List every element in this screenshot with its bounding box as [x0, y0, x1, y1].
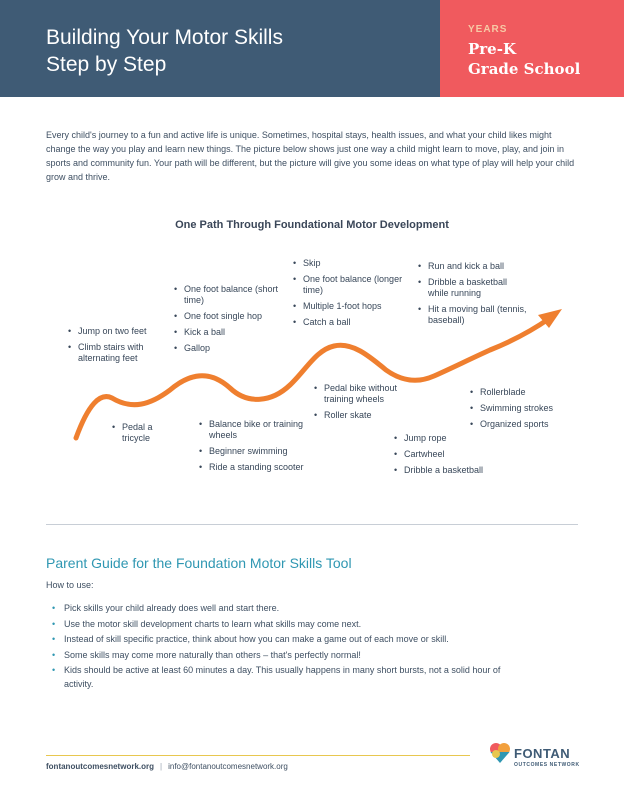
skill-item: • Dribble a basketball while running: [418, 277, 530, 299]
guide-item: • Instead of skill specific practice, think about how you can make a game out of each move or skill.: [52, 632, 572, 646]
skill-item: • Skip: [293, 258, 405, 269]
skill-group-9: [470, 387, 582, 435]
skill-group-1: [68, 326, 160, 369]
guide-item: • Use the motor skill development charts to learn what skills may come next.: [52, 617, 572, 631]
skill-item: • Jump on two feet: [68, 326, 160, 337]
website-link[interactable]: fontanoutcomesnetwork.org: [46, 762, 155, 771]
guide-list: [52, 601, 572, 693]
path-title: One Path Through Foundational Motor Development: [175, 219, 449, 231]
footer-contact: [46, 762, 288, 771]
how-to-label: How to use:: [46, 580, 94, 590]
skill-item: • Multiple 1-foot hops: [293, 301, 405, 312]
skill-item: • One foot balance (longer time): [293, 274, 405, 296]
title-line-1: Building Your Motor Skills: [46, 26, 283, 49]
skill-group-5: [293, 258, 405, 333]
guide-item-text: Kids should be active at least 60 minutes a day. This usually happens in many short bursts, not a solid hour of activity.: [64, 665, 501, 689]
skill-group-2: [112, 422, 182, 449]
guide-item: • Pick skills your child already does well and start there.: [52, 601, 572, 615]
skill-item: • Run and kick a ball: [418, 261, 530, 272]
logo-subtitle: OUTCOMES NETWORK: [514, 762, 580, 768]
skill-item: • Rollerblade: [470, 387, 582, 398]
fontan-logo: [488, 738, 588, 778]
skill-group-6: [314, 383, 404, 426]
skill-group-7: [418, 261, 530, 331]
heart-icon: [488, 741, 512, 765]
skill-item: • Pedal bike without training wheels: [314, 383, 404, 405]
guide-item: • Some skills may come more naturally than others – that's perfectly normal!: [52, 648, 572, 662]
skill-group-3: [174, 284, 286, 359]
skill-item: • Ride a standing scooter: [199, 462, 311, 473]
skill-item: • Beginner swimming: [199, 446, 311, 457]
skill-group-8: [394, 433, 506, 481]
years-line-1: Pre-K: [468, 40, 516, 58]
skill-item: • Organized sports: [470, 419, 582, 430]
skill-item: • Jump rope: [394, 433, 506, 444]
logo-name: FONTAN: [514, 746, 571, 761]
guide-item: [52, 663, 504, 691]
section-divider: [46, 524, 578, 525]
guide-title: Parent Guide for the Foundation Motor Skills Tool: [46, 555, 352, 571]
skill-item: • Catch a ball: [293, 317, 405, 328]
skill-item: • Climb stairs with alternating feet: [68, 342, 160, 364]
skill-item: • Swimming strokes: [470, 403, 582, 414]
footer-rule: [46, 755, 470, 756]
footer-separator: |: [160, 762, 163, 771]
email-link[interactable]: info@fontanoutcomesnetwork.org: [168, 762, 288, 771]
skill-item: • Kick a ball: [174, 327, 286, 338]
title-line-2: Step by Step: [46, 53, 167, 76]
skill-item: • Cartwheel: [394, 449, 506, 460]
skill-item: • Gallop: [174, 343, 286, 354]
skill-group-4: [199, 419, 311, 478]
skill-item: • Pedal a tricycle: [112, 422, 182, 444]
skill-item: • Dribble a basketball: [394, 465, 506, 476]
skill-item: • One foot single hop: [174, 311, 286, 322]
skill-item: • Hit a moving ball (tennis, baseball): [418, 304, 530, 326]
intro-paragraph: Every child's journey to a fun and active life is unique. Sometimes, hospital stays, health issues, and what your child likes might change the way you play and learn new things. The picture below shows just one way a child might learn to move, play, and join in sports and community fun. Your path will be different, but the picture will give you some ideas on what type of play will help your child grow and thrive.: [46, 130, 575, 182]
skill-item: • Roller skate: [314, 410, 404, 421]
skill-item: • One foot balance (short time): [174, 284, 286, 306]
years-label: YEARS: [468, 24, 508, 35]
years-line-2: Grade School: [468, 60, 581, 78]
skill-item: • Balance bike or training wheels: [199, 419, 311, 441]
